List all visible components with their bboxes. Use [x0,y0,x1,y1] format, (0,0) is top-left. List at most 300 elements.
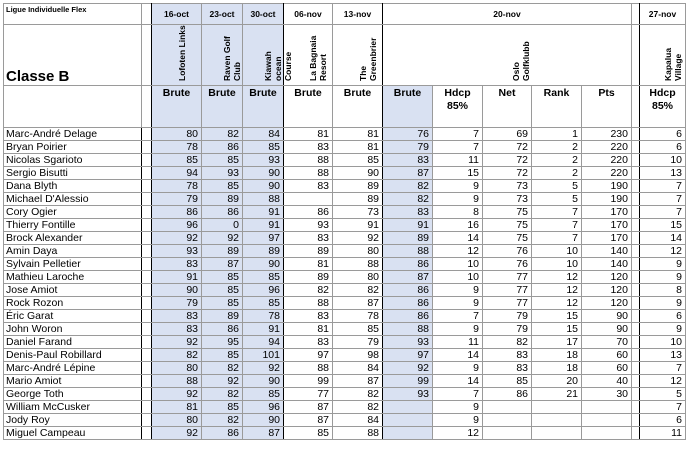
score-d3: 91 [243,206,284,219]
points: 60 [582,349,632,362]
hdcp-d7: 14 [640,232,686,245]
points: 230 [582,128,632,141]
points: 90 [582,323,632,336]
player-name: Denis-Paul Robillard [4,349,142,362]
rank [532,401,582,414]
rank: 7 [532,219,582,232]
course-d3: Kiawah ocean Course [263,51,293,81]
player-name: Miguel Campeau [4,427,142,440]
hdcp-d7: 6 [640,128,686,141]
rank: 2 [532,167,582,180]
table-row [4,232,686,245]
net-score: 83 [483,349,532,362]
score-d6-brute: 83 [383,206,433,219]
hdcp-d6: 8 [433,206,483,219]
score-d2: 82 [202,414,243,427]
net-score [483,401,532,414]
score-d2: 82 [202,388,243,401]
hdcp-d6: 14 [433,349,483,362]
hdcp-d6: 9 [433,323,483,336]
score-d1: 92 [152,388,202,401]
score-d5: 82 [333,388,383,401]
score-d6-brute: 86 [383,284,433,297]
score-d5: 79 [333,336,383,349]
standings-table [3,3,686,440]
hdcp-d6: 7 [433,141,483,154]
score-d1: 81 [152,401,202,414]
rank: 12 [532,271,582,284]
hdcp-d6: 12 [433,427,483,440]
hdcp-d6: 7 [433,388,483,401]
score-d4: 81 [284,323,333,336]
score-d2: 92 [202,232,243,245]
score-d5: 73 [333,206,383,219]
score-d6-brute: 88 [383,323,433,336]
score-d5: 98 [333,349,383,362]
points: 120 [582,284,632,297]
net-score [483,414,532,427]
net-score: 73 [483,180,532,193]
points: 120 [582,297,632,310]
hdcp-d6: 9 [433,297,483,310]
score-d6-brute [383,401,433,414]
score-d4: 88 [284,297,333,310]
date-d4: 06-nov [284,4,333,25]
hdcp-d6: 9 [433,284,483,297]
score-d2: 93 [202,167,243,180]
hdcp-d6: 11 [433,154,483,167]
rank: 12 [532,284,582,297]
score-d6-brute [383,414,433,427]
table-row [4,375,686,388]
hdcp-d7: 13 [640,167,686,180]
player-name: Mario Amiot [4,375,142,388]
rank: 2 [532,141,582,154]
hdcp-d7: 7 [640,401,686,414]
hdcp-d7: 7 [640,193,686,206]
net-score: 75 [483,219,532,232]
score-d3: 89 [243,245,284,258]
score-d1: 80 [152,362,202,375]
score-d4: 97 [284,349,333,362]
points: 170 [582,219,632,232]
score-d3: 85 [243,271,284,284]
points: 60 [582,362,632,375]
rank: 7 [532,232,582,245]
hdcp-d6: 16 [433,219,483,232]
score-d6-brute: 76 [383,128,433,141]
player-name: Sergio Bisutti [4,167,142,180]
player-name: William McCusker [4,401,142,414]
header-brute-d3: Brute [243,86,284,128]
net-score: 77 [483,271,532,284]
table-row [4,154,686,167]
rank: 12 [532,297,582,310]
score-d5: 85 [333,323,383,336]
hdcp-d6: 12 [433,245,483,258]
score-d2: 89 [202,310,243,323]
table-row [4,284,686,297]
points: 140 [582,258,632,271]
header-brute-d6: Brute [383,86,433,128]
score-d5: 78 [333,310,383,323]
player-name: John Woron [4,323,142,336]
hdcp-d6: 9 [433,362,483,375]
header-hdcp-d6: Hdcp 85% [433,86,483,128]
score-d2: 86 [202,427,243,440]
rank: 1 [532,128,582,141]
net-score: 72 [483,167,532,180]
score-d2: 89 [202,193,243,206]
score-d5: 87 [333,297,383,310]
score-d6-brute [383,427,433,440]
net-score: 86 [483,388,532,401]
hdcp-d7: 5 [640,388,686,401]
points [582,401,632,414]
score-d1: 94 [152,167,202,180]
score-d6-brute: 86 [383,310,433,323]
hdcp-d6: 10 [433,271,483,284]
score-d2: 85 [202,349,243,362]
points: 170 [582,232,632,245]
table-row [4,167,686,180]
score-d1: 85 [152,154,202,167]
score-d3: 101 [243,349,284,362]
hdcp-d7: 6 [640,310,686,323]
date-d7: 27-nov [640,4,686,25]
score-d2: 85 [202,271,243,284]
net-score: 75 [483,232,532,245]
table-row [4,297,686,310]
score-d1: 88 [152,375,202,388]
score-d3: 97 [243,232,284,245]
player-name: Michael D'Alessio [4,193,142,206]
rank: 21 [532,388,582,401]
score-d4: 83 [284,310,333,323]
league-title: Ligue Individuelle Flex [4,4,142,25]
score-d5: 84 [333,362,383,375]
score-d1: 90 [152,284,202,297]
rank [532,427,582,440]
score-d4: 83 [284,141,333,154]
score-d4: 88 [284,362,333,375]
hdcp-d7: 13 [640,349,686,362]
score-d6-brute: 87 [383,167,433,180]
course-d5: The Greenbrier [357,37,378,81]
points: 40 [582,375,632,388]
score-d4: 81 [284,258,333,271]
score-d2: 0 [202,219,243,232]
points: 190 [582,193,632,206]
table-row [4,427,686,440]
score-d5: 90 [333,167,383,180]
net-score: 83 [483,362,532,375]
table-row [4,401,686,414]
course-d7: Kapalua Village [662,47,683,81]
points: 30 [582,388,632,401]
net-score: 69 [483,128,532,141]
score-d5: 88 [333,258,383,271]
score-d5: 84 [333,414,383,427]
score-d4: 93 [284,219,333,232]
score-d3: 85 [243,388,284,401]
score-d1: 93 [152,245,202,258]
score-d5: 85 [333,154,383,167]
hdcp-d6: 9 [433,180,483,193]
score-d1: 78 [152,141,202,154]
score-d2: 89 [202,245,243,258]
class-label: Classe B [4,25,142,86]
score-d6-brute: 88 [383,245,433,258]
score-d2: 95 [202,336,243,349]
score-d6-brute: 91 [383,219,433,232]
net-score: 72 [483,154,532,167]
hdcp-d7: 9 [640,258,686,271]
points: 220 [582,167,632,180]
score-d3: 93 [243,154,284,167]
score-d2: 85 [202,180,243,193]
score-d1: 92 [152,427,202,440]
player-name: George Toth [4,388,142,401]
header-rank: Rank [532,86,582,128]
score-d5: 81 [333,128,383,141]
player-name: Mathieu Laroche [4,271,142,284]
table-row [4,128,686,141]
score-d6-brute: 97 [383,349,433,362]
table-row [4,414,686,427]
player-name: Rock Rozon [4,297,142,310]
header-brute-d1: Brute [152,86,202,128]
table-row [4,180,686,193]
player-name: Jose Amiot [4,284,142,297]
header-hdcp-d7: Hdcp 85% [640,86,686,128]
table-row [4,336,686,349]
score-d1: 86 [152,206,202,219]
net-score: 72 [483,141,532,154]
score-d3: 87 [243,427,284,440]
net-score: 79 [483,310,532,323]
points [582,427,632,440]
score-d2: 86 [202,206,243,219]
score-d4: 82 [284,284,333,297]
score-d4: 87 [284,401,333,414]
player-name: Éric Garat [4,310,142,323]
date-d1: 16-oct [152,4,202,25]
rank: 18 [532,362,582,375]
net-score: 82 [483,336,532,349]
score-d1: 80 [152,414,202,427]
course-d6: Oslo Golfklubb [511,41,531,81]
score-d4: 87 [284,414,333,427]
score-d4 [284,193,333,206]
hdcp-d6: 14 [433,375,483,388]
score-d5: 80 [333,245,383,258]
table-row [4,362,686,375]
score-d4: 83 [284,232,333,245]
score-d3: 78 [243,310,284,323]
score-d4: 99 [284,375,333,388]
hdcp-d6: 9 [433,414,483,427]
score-d6-brute: 86 [383,258,433,271]
score-d6-brute: 93 [383,336,433,349]
score-d3: 90 [243,258,284,271]
course-d4: La Bagnaia Resort [308,35,328,81]
net-score: 85 [483,375,532,388]
score-d1: 83 [152,323,202,336]
score-d2: 85 [202,297,243,310]
hdcp-d7: 11 [640,427,686,440]
score-d2: 86 [202,141,243,154]
score-d2: 82 [202,128,243,141]
score-d6-brute: 79 [383,141,433,154]
table-row [4,323,686,336]
hdcp-d7: 8 [640,284,686,297]
net-score: 77 [483,297,532,310]
rank: 18 [532,349,582,362]
table-row [4,310,686,323]
points: 220 [582,141,632,154]
rank: 15 [532,310,582,323]
player-name: Thierry Fontille [4,219,142,232]
score-d5: 88 [333,427,383,440]
rank: 7 [532,206,582,219]
score-d4: 83 [284,336,333,349]
score-d1: 79 [152,297,202,310]
net-score: 76 [483,258,532,271]
score-d6-brute: 92 [383,362,433,375]
rank: 10 [532,258,582,271]
points: 120 [582,271,632,284]
score-d1: 78 [152,180,202,193]
table-row [4,349,686,362]
rank: 17 [532,336,582,349]
hdcp-d6: 7 [433,128,483,141]
hdcp-d7: 10 [640,336,686,349]
hdcp-d7: 9 [640,271,686,284]
points [582,414,632,427]
score-d3: 90 [243,180,284,193]
table-row [4,206,686,219]
score-d5: 91 [333,219,383,232]
hdcp-d6: 15 [433,167,483,180]
score-d2: 85 [202,401,243,414]
score-d1: 92 [152,232,202,245]
hdcp-d7: 12 [640,245,686,258]
table-row [4,271,686,284]
score-d4: 81 [284,128,333,141]
player-name: Jody Roy [4,414,142,427]
score-d3: 94 [243,336,284,349]
points: 90 [582,310,632,323]
score-d4: 88 [284,154,333,167]
points: 170 [582,206,632,219]
net-score: 75 [483,206,532,219]
player-name: Daniel Farand [4,336,142,349]
rank: 2 [532,154,582,167]
rank: 5 [532,193,582,206]
player-name: Sylvain Pelletier [4,258,142,271]
score-d3: 90 [243,414,284,427]
score-d3: 90 [243,375,284,388]
hdcp-d7: 15 [640,219,686,232]
net-score: 73 [483,193,532,206]
points: 140 [582,245,632,258]
hdcp-d7: 9 [640,297,686,310]
score-d5: 89 [333,193,383,206]
score-d3: 90 [243,167,284,180]
player-name: Amin Daya [4,245,142,258]
score-d2: 86 [202,323,243,336]
hdcp-d6: 11 [433,336,483,349]
hdcp-d7: 7 [640,362,686,375]
rank [532,414,582,427]
score-d6-brute: 82 [383,193,433,206]
hdcp-d7: 6 [640,414,686,427]
player-name: Cory Ogier [4,206,142,219]
score-d6-brute: 83 [383,154,433,167]
player-name: Marc-André Delage [4,128,142,141]
header-brute-d4: Brute [284,86,333,128]
score-d2: 92 [202,375,243,388]
score-d3: 84 [243,128,284,141]
score-d3: 91 [243,323,284,336]
table-row [4,258,686,271]
rank: 20 [532,375,582,388]
score-d1: 83 [152,258,202,271]
net-score [483,427,532,440]
net-score: 79 [483,323,532,336]
score-d2: 87 [202,258,243,271]
score-d5: 82 [333,401,383,414]
hdcp-d7: 7 [640,206,686,219]
table-row [4,245,686,258]
score-d6-brute: 99 [383,375,433,388]
net-score: 77 [483,284,532,297]
date-d5: 13-nov [333,4,383,25]
net-score: 76 [483,245,532,258]
date-d2: 23-oct [202,4,243,25]
course-d1: Lofoten Links [176,25,187,81]
hdcp-d7: 6 [640,141,686,154]
date-d3: 30-oct [243,4,284,25]
score-d2: 85 [202,154,243,167]
header-net: Net [483,86,532,128]
score-d1: 83 [152,310,202,323]
score-d3: 91 [243,219,284,232]
hdcp-d6: 10 [433,258,483,271]
score-d3: 88 [243,193,284,206]
score-d6-brute: 89 [383,232,433,245]
score-d4: 88 [284,167,333,180]
score-d4: 86 [284,206,333,219]
player-name: Marc-André Lépine [4,362,142,375]
score-d1: 79 [152,193,202,206]
score-d5: 92 [333,232,383,245]
rank: 5 [532,180,582,193]
score-d4: 85 [284,427,333,440]
table-row [4,219,686,232]
score-d1: 82 [152,349,202,362]
score-d4: 89 [284,245,333,258]
score-d5: 89 [333,180,383,193]
player-name: Nicolas Sgarioto [4,154,142,167]
score-d6-brute: 93 [383,388,433,401]
rank: 15 [532,323,582,336]
score-d2: 85 [202,284,243,297]
table-row [4,388,686,401]
score-d4: 83 [284,180,333,193]
score-d6-brute: 86 [383,297,433,310]
